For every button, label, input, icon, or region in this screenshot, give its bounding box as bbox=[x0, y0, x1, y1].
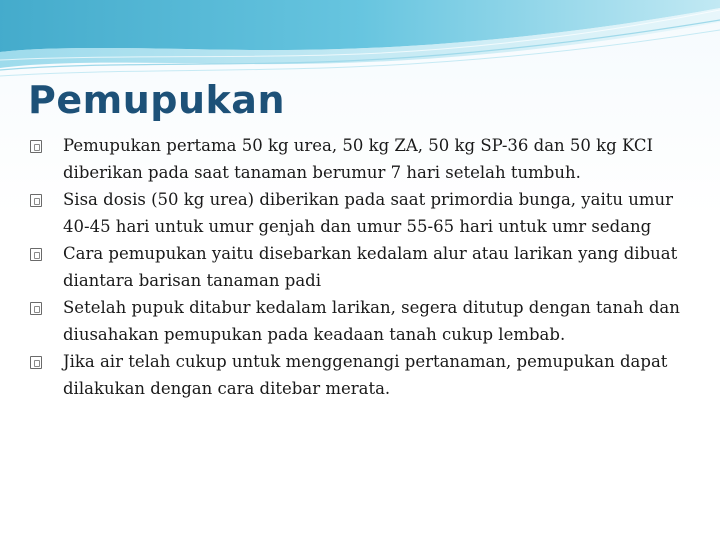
missing-glyph-box-icon bbox=[30, 302, 42, 315]
missing-glyph-box-icon bbox=[30, 194, 42, 207]
bullet-item bbox=[30, 133, 680, 186]
bullet-text: Cara pemupukan yaitu disebarkan kedalam alur atau larikan yang dibuat diantara barisan tanaman padi bbox=[63, 244, 678, 290]
bullet-text: Pemupukan pertama 50 kg urea, 50 kg ZA, 50 kg SP-36 dan 50 kg KCI diberikan pada saat tanaman berumur 7 hari setelah tumbuh. bbox=[63, 136, 653, 182]
missing-glyph-box-icon bbox=[30, 356, 42, 369]
missing-glyph-box-icon bbox=[30, 140, 42, 153]
bullet-text: Sisa dosis (50 kg urea) diberikan pada saat primordia bunga, yaitu umur 40-45 hari untuk umur genjah dan umur 55-65 hari untuk umr sedang bbox=[63, 190, 674, 236]
slide-title: Pemupukan bbox=[28, 78, 285, 122]
bullet-item bbox=[30, 241, 680, 294]
bullet-item bbox=[30, 187, 680, 240]
bullet-item bbox=[30, 349, 680, 402]
missing-glyph-box-icon bbox=[30, 248, 42, 261]
bullet-item bbox=[30, 295, 680, 348]
bullet-list bbox=[30, 133, 680, 403]
bullet-text: Setelah pupuk ditabur kedalam larikan, segera ditutup dengan tanah dan diusahakan pemupukan pada keadaan tanah cukup lembab. bbox=[63, 298, 680, 344]
bullet-text: Jika air telah cukup untuk menggenangi pertanaman, pemupukan dapat dilakukan dengan cara ditebar merata. bbox=[63, 352, 668, 398]
